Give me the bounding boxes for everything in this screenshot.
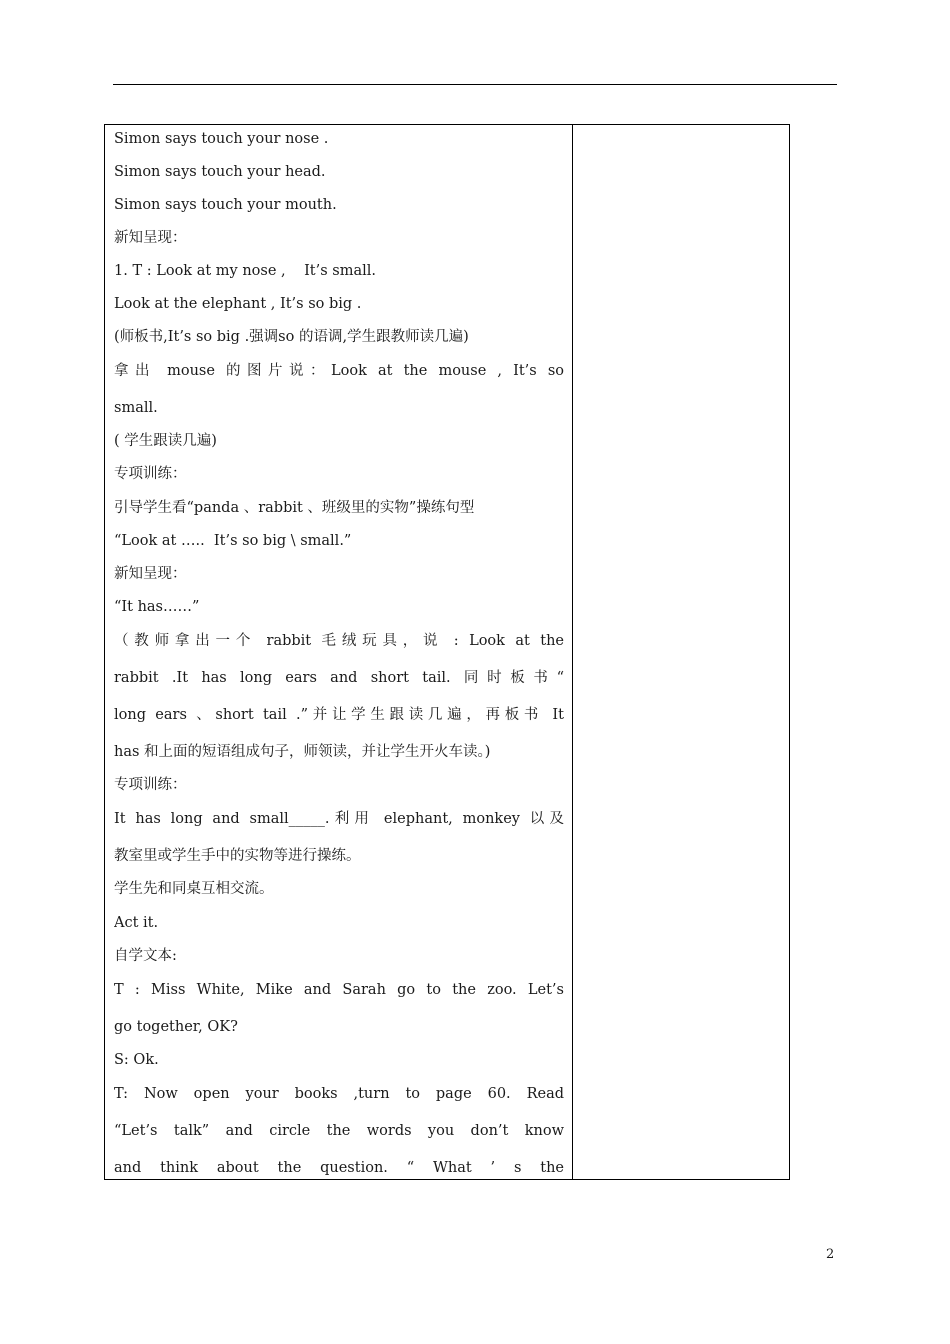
text-line: “It has……”: [114, 599, 200, 615]
text-line: 教室里或学生手中的实物等进行操练。: [114, 848, 361, 864]
text-line: long ears 、short tail .”并让学生跟读几遍，再板书 It: [114, 707, 564, 723]
text-line: 专项训练：: [114, 466, 187, 482]
text-line: Act it.: [114, 915, 159, 931]
text-line: 引导学生看“panda 、rabbit 、班级里的实物”操练句型: [114, 500, 475, 516]
text-line: “Let’s talk” and circle the words you don’t know: [114, 1123, 564, 1139]
text-line: (师板书,It’s so big .强调so 的语调,学生跟教师读几遍): [114, 329, 469, 345]
text-line: Simon says touch your head.: [114, 164, 326, 180]
page-number: 2: [826, 1247, 835, 1262]
text-line: has 和上面的短语组成句子，师领读，并让学生开火车读。): [114, 744, 491, 760]
text-line: ( 学生跟读几遍): [114, 433, 217, 449]
text-line: T: Now open your books ,turn to page 60. Read: [114, 1086, 564, 1102]
lesson-content-column: [114, 124, 564, 1180]
text-line: and think about the question. “ What ’ s the: [114, 1160, 564, 1176]
text-line: go together, OK?: [114, 1019, 238, 1035]
header-rule: [113, 84, 837, 85]
text-line: 新知呈现：: [114, 566, 187, 582]
text-line: “Look at ….. It’s so big \ small.”: [114, 533, 352, 549]
text-line: S: Ok.: [114, 1052, 159, 1068]
text-line: Simon says touch your mouth.: [114, 197, 337, 213]
text-line: 自学文本:: [114, 948, 177, 964]
table-column-divider: [572, 124, 573, 1180]
text-line: Simon says touch your nose .: [114, 131, 329, 147]
text-line: It has long and small_____.利用 elephant, monkey 以及: [114, 811, 564, 827]
text-line: small.: [114, 400, 158, 416]
text-line: 拿出 mouse 的图片说：Look at the mouse , It’s so: [114, 363, 564, 379]
text-line: Look at the elephant , It’s so big .: [114, 296, 362, 312]
text-line: 1. T : Look at my nose , It’s small.: [114, 263, 377, 279]
text-line: 新知呈现：: [114, 230, 187, 246]
text-line: T : Miss White, Mike and Sarah go to the zoo. Let’s: [114, 982, 564, 998]
text-line: 专项训练：: [114, 777, 187, 793]
text-line: 学生先和同桌互相交流。: [114, 881, 274, 897]
text-line: （教师拿出一个 rabbit 毛绒玩具，说 : Look at the: [114, 633, 564, 649]
text-line: rabbit .It has long ears and short tail. 同时板书“: [114, 670, 564, 686]
